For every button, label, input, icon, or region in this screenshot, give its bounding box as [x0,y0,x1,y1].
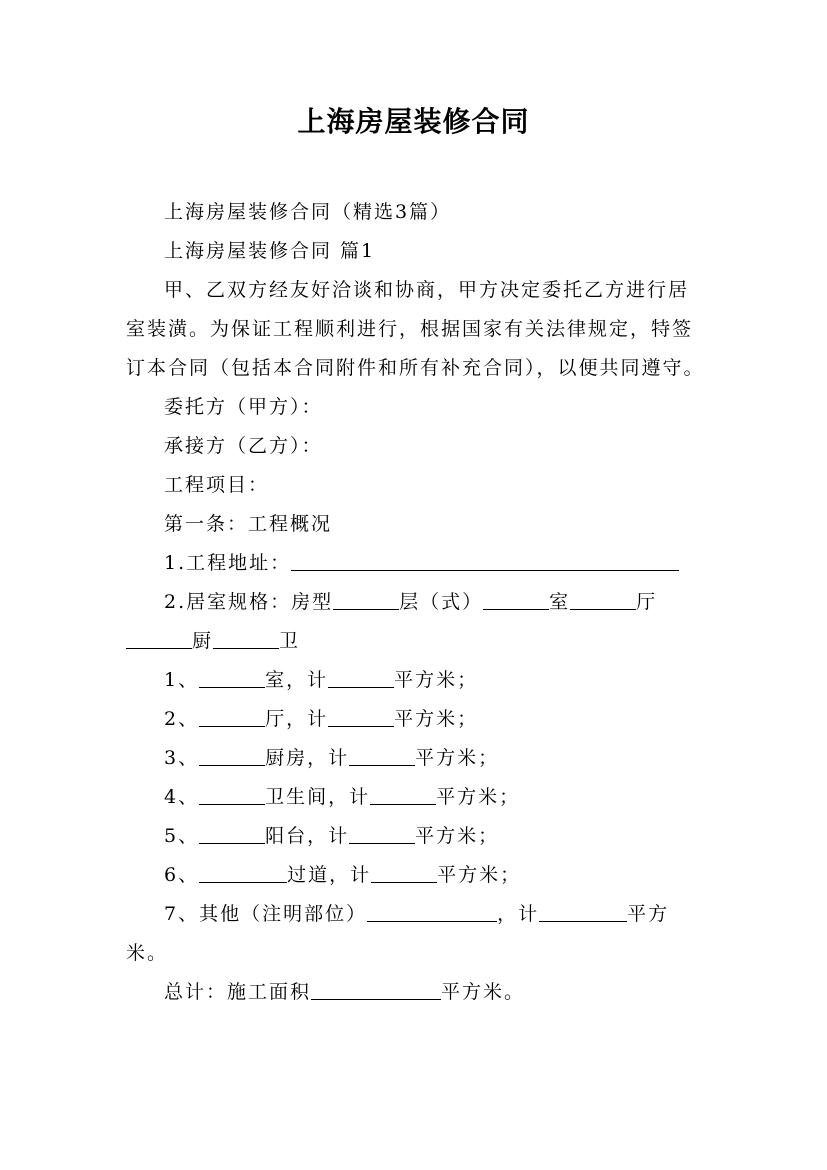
other-location-blank [367,903,497,922]
room-line [126,739,706,778]
spec-blank-ting [126,630,192,649]
spec-ting: 厅 [636,591,658,613]
total-prefix: 总计：施工面积 [164,981,312,1003]
room-blank [199,825,265,844]
room-name: 阳台，计 [265,825,350,847]
area-blank [328,669,394,688]
address-blank [291,552,679,571]
room-unit: 平方米； [415,825,500,847]
area-blank [370,786,436,805]
spec-blank-chu [213,630,279,649]
total-line [126,973,706,1012]
intro-paragraph: 甲、乙双方经友好洽谈和协商，甲方决定委托乙方进行居室装潢。为保证工程顺利进行，根据国家有关法律规定，特签订本合同（包括本合同附件和所有补充合同），以便共同遵守。 [126,279,705,379]
room-prefix: 1、 [164,669,200,691]
total-unit: 平方米。 [441,981,526,1003]
room-line [126,817,706,856]
spec-wei: 卫 [279,630,301,652]
room-unit: 平方米； [394,708,479,730]
other-mid: ，计 [497,903,540,925]
project-label: 工程项目： [164,474,270,496]
spec-label: 2.居室规格：房型 [164,591,334,613]
document-body [126,193,706,1012]
room-name: 卫生间，计 [265,786,371,808]
room-name: 厨房，计 [265,747,350,769]
room-unit: 平方米； [415,747,500,769]
room-line [126,700,706,739]
room-blank [199,786,265,805]
room-line [126,661,706,700]
room-name: 厅，计 [265,708,329,730]
address-label: 1.工程地址： [164,552,292,574]
other-paragraph [126,895,706,973]
room-blank [199,708,265,727]
area-blank [371,864,437,883]
spec-ceng: 层（式） [399,591,484,613]
room-blank [199,747,265,766]
room-unit: 平方米； [394,669,479,691]
section-heading: 上海房屋装修合同 篇1 [164,240,376,262]
room-blank [199,669,265,688]
room-line [126,778,706,817]
other-area-blank [539,903,627,922]
room-prefix: 2、 [164,708,200,730]
document-title: 上海房屋装修合同 [297,105,530,138]
spec-blank-ceng [483,591,549,610]
other-unit: 平方米。 [126,903,670,964]
room-name: 过道，计 [287,864,372,886]
room-unit: 平方米； [437,864,522,886]
room-blank [199,864,287,883]
document-heading: 上海房屋装修合同（精选3篇） [164,201,452,223]
room-name: 室，计 [265,669,329,691]
room-prefix: 5、 [164,825,200,847]
area-blank [349,747,415,766]
party-a-label: 委托方（甲方）： [164,396,323,418]
room-prefix: 3、 [164,747,200,769]
area-blank [349,825,415,844]
total-area-blank [311,981,441,1000]
spec-paragraph [126,583,706,661]
room-prefix: 6、 [164,864,200,886]
spec-blank-type [333,591,399,610]
room-line [126,856,706,895]
area-blank [328,708,394,727]
party-b-label: 承接方（乙方）： [164,435,323,457]
spec-blank-shi [570,591,636,610]
room-prefix: 4、 [164,786,200,808]
room-unit: 平方米； [436,786,521,808]
spec-shi: 室 [549,591,571,613]
other-prefix: 7、其他（注明部位） [164,903,368,925]
spec-chu: 厨 [192,630,214,652]
article-1-heading: 第一条：工程概况 [164,513,333,535]
address-line [126,544,706,583]
